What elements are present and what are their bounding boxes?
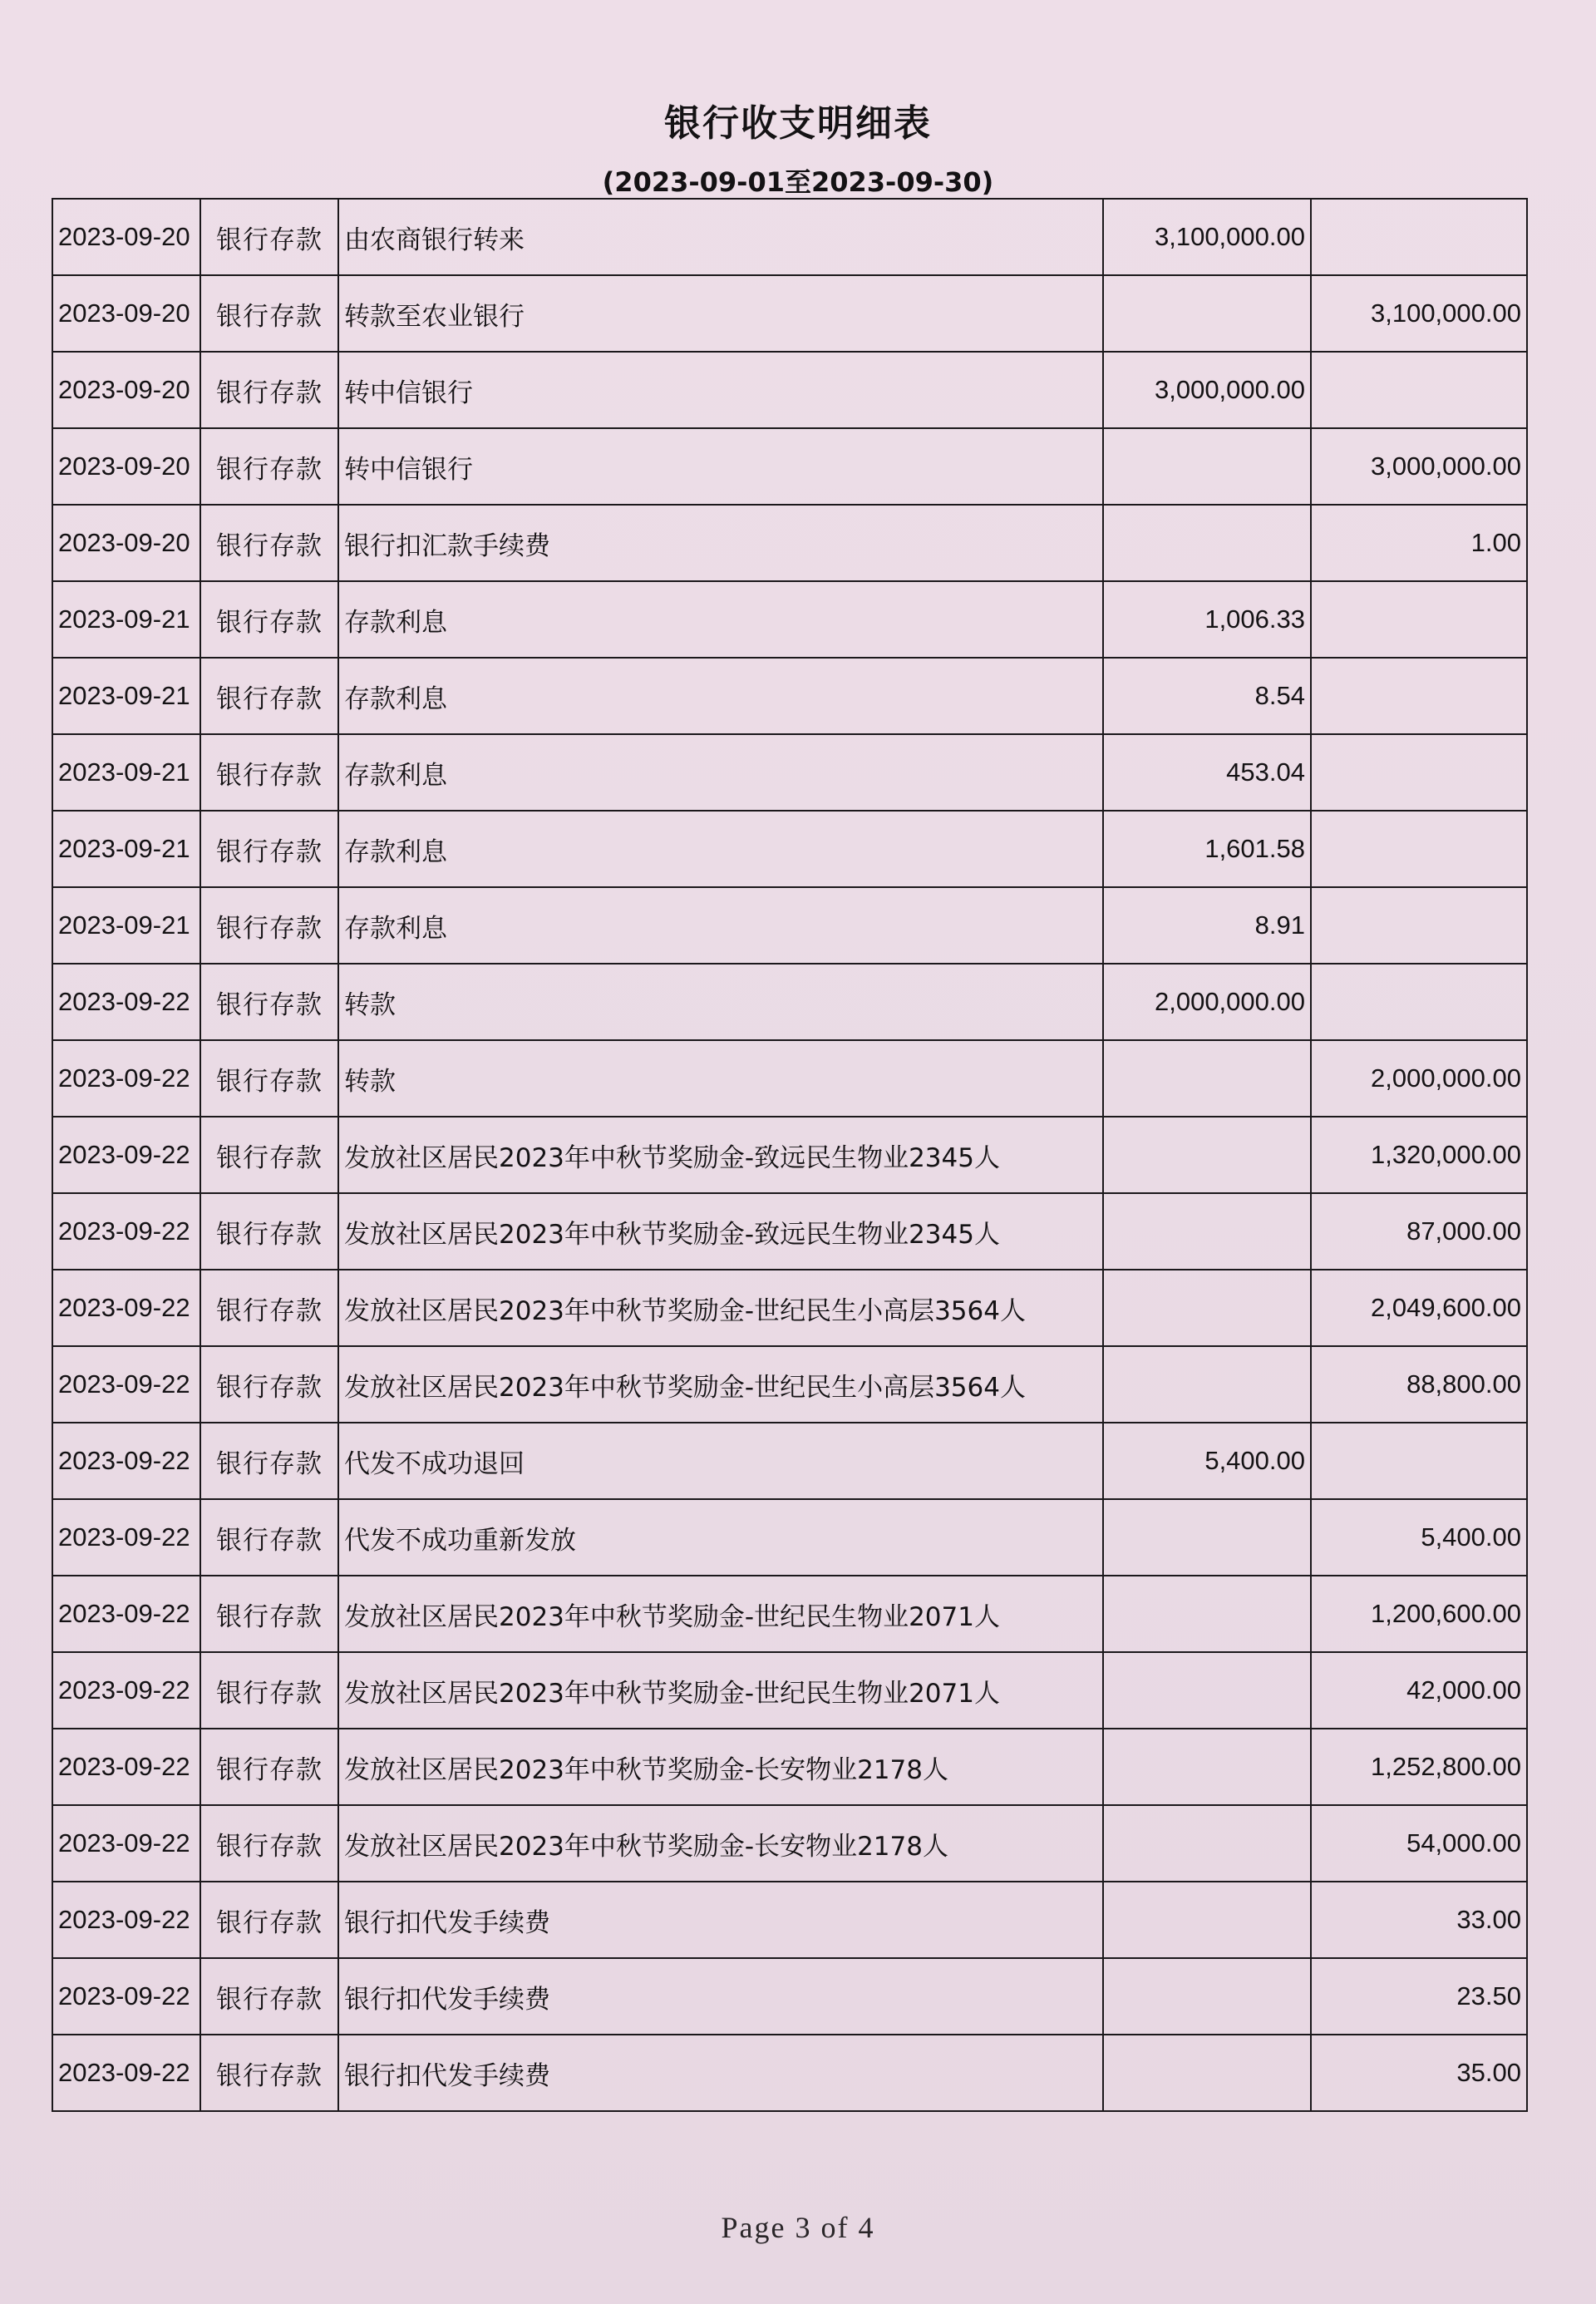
date-cell: 2023-09-20 — [52, 199, 200, 275]
date-cell: 2023-09-21 — [52, 811, 200, 887]
expense-cell: 54,000.00 — [1311, 1805, 1527, 1882]
description-cell: 银行扣代发手续费 — [338, 1882, 1103, 1958]
account-cell: 银行存款 — [200, 1958, 338, 2035]
table-row — [52, 658, 1527, 734]
ledger-table — [52, 198, 1528, 2112]
income-cell: 3,000,000.00 — [1103, 352, 1311, 428]
description-cell: 发放社区居民2023年中秋节奖励金-世纪民生物业2071人 — [338, 1652, 1103, 1729]
date-cell: 2023-09-20 — [52, 275, 200, 352]
date-cell: 2023-09-22 — [52, 1805, 200, 1882]
expense-cell — [1311, 352, 1527, 428]
date-cell: 2023-09-22 — [52, 1882, 200, 1958]
table-row — [52, 734, 1527, 811]
expense-cell: 3,100,000.00 — [1311, 275, 1527, 352]
expense-cell: 3,000,000.00 — [1311, 428, 1527, 505]
expense-cell: 23.50 — [1311, 1958, 1527, 2035]
table-row — [52, 275, 1527, 352]
table-row — [52, 428, 1527, 505]
date-cell: 2023-09-22 — [52, 1499, 200, 1576]
table-row — [52, 1729, 1527, 1805]
expense-cell: 87,000.00 — [1311, 1193, 1527, 1270]
date-cell: 2023-09-22 — [52, 1193, 200, 1270]
income-cell — [1103, 1346, 1311, 1423]
date-cell: 2023-09-22 — [52, 2035, 200, 2111]
description-cell: 转中信银行 — [338, 428, 1103, 505]
income-cell — [1103, 1882, 1311, 1958]
expense-cell: 1,200,600.00 — [1311, 1576, 1527, 1652]
account-cell: 银行存款 — [200, 199, 338, 275]
date-cell: 2023-09-22 — [52, 1270, 200, 1346]
table-row — [52, 1652, 1527, 1729]
description-cell: 存款利息 — [338, 887, 1103, 964]
description-cell: 存款利息 — [338, 811, 1103, 887]
description-cell: 发放社区居民2023年中秋节奖励金-长安物业2178人 — [338, 1805, 1103, 1882]
date-cell: 2023-09-22 — [52, 1652, 200, 1729]
expense-cell: 88,800.00 — [1311, 1346, 1527, 1423]
account-cell: 银行存款 — [200, 964, 338, 1040]
income-cell — [1103, 1805, 1311, 1882]
description-cell: 转款 — [338, 1040, 1103, 1117]
account-cell: 银行存款 — [200, 734, 338, 811]
account-cell: 银行存款 — [200, 811, 338, 887]
expense-cell — [1311, 199, 1527, 275]
account-cell: 银行存款 — [200, 1805, 338, 1882]
table-row — [52, 1499, 1527, 1576]
table-row — [52, 581, 1527, 658]
ledger-body — [52, 199, 1527, 2111]
date-cell: 2023-09-20 — [52, 428, 200, 505]
date-cell: 2023-09-22 — [52, 1346, 200, 1423]
date-cell: 2023-09-22 — [52, 964, 200, 1040]
income-cell — [1103, 1270, 1311, 1346]
table-row — [52, 2035, 1527, 2111]
description-cell: 代发不成功退回 — [338, 1423, 1103, 1499]
expense-cell: 1.00 — [1311, 505, 1527, 581]
expense-cell — [1311, 887, 1527, 964]
date-cell: 2023-09-22 — [52, 1040, 200, 1117]
account-cell: 银行存款 — [200, 275, 338, 352]
table-row — [52, 1193, 1527, 1270]
date-cell: 2023-09-22 — [52, 1958, 200, 2035]
expense-cell — [1311, 964, 1527, 1040]
description-cell: 存款利息 — [338, 581, 1103, 658]
account-cell: 银行存款 — [200, 1193, 338, 1270]
description-cell: 存款利息 — [338, 658, 1103, 734]
account-cell: 银行存款 — [200, 887, 338, 964]
account-cell: 银行存款 — [200, 1346, 338, 1423]
table-row — [52, 1958, 1527, 2035]
income-cell — [1103, 1499, 1311, 1576]
table-row — [52, 1040, 1527, 1117]
income-cell — [1103, 1117, 1311, 1193]
date-cell: 2023-09-22 — [52, 1729, 200, 1805]
date-cell: 2023-09-22 — [52, 1576, 200, 1652]
expense-cell: 35.00 — [1311, 2035, 1527, 2111]
expense-cell: 2,049,600.00 — [1311, 1270, 1527, 1346]
income-cell — [1103, 2035, 1311, 2111]
description-cell: 发放社区居民2023年中秋节奖励金-致远民生物业2345人 — [338, 1117, 1103, 1193]
table-row — [52, 1423, 1527, 1499]
income-cell: 2,000,000.00 — [1103, 964, 1311, 1040]
table-row — [52, 352, 1527, 428]
account-cell: 银行存款 — [200, 1423, 338, 1499]
description-cell: 发放社区居民2023年中秋节奖励金-世纪民生小高层3564人 — [338, 1346, 1103, 1423]
expense-cell — [1311, 1423, 1527, 1499]
account-cell: 银行存款 — [200, 1729, 338, 1805]
expense-cell: 1,320,000.00 — [1311, 1117, 1527, 1193]
description-cell: 发放社区居民2023年中秋节奖励金-致远民生物业2345人 — [338, 1193, 1103, 1270]
description-cell: 转中信银行 — [338, 352, 1103, 428]
date-cell: 2023-09-21 — [52, 658, 200, 734]
date-cell: 2023-09-22 — [52, 1117, 200, 1193]
description-cell: 转款至农业银行 — [338, 275, 1103, 352]
description-cell: 发放社区居民2023年中秋节奖励金-长安物业2178人 — [338, 1729, 1103, 1805]
income-cell — [1103, 428, 1311, 505]
account-cell: 银行存款 — [200, 1652, 338, 1729]
income-cell — [1103, 505, 1311, 581]
period-subtitle: (2023-09-01至2023-09-30) — [602, 166, 994, 198]
income-cell — [1103, 1652, 1311, 1729]
expense-cell: 42,000.00 — [1311, 1652, 1527, 1729]
income-cell: 3,100,000.00 — [1103, 199, 1311, 275]
account-cell: 银行存款 — [200, 1576, 338, 1652]
account-cell: 银行存款 — [200, 2035, 338, 2111]
table-row — [52, 1346, 1527, 1423]
account-cell: 银行存款 — [200, 581, 338, 658]
expense-cell: 33.00 — [1311, 1882, 1527, 1958]
expense-cell: 5,400.00 — [1311, 1499, 1527, 1576]
account-cell: 银行存款 — [200, 505, 338, 581]
income-cell — [1103, 1729, 1311, 1805]
description-cell: 发放社区居民2023年中秋节奖励金-世纪民生物业2071人 — [338, 1576, 1103, 1652]
account-cell: 银行存款 — [200, 658, 338, 734]
description-cell: 银行扣代发手续费 — [338, 2035, 1103, 2111]
table-row — [52, 1117, 1527, 1193]
table-row — [52, 1576, 1527, 1652]
expense-cell — [1311, 734, 1527, 811]
table-row — [52, 199, 1527, 275]
description-cell: 存款利息 — [338, 734, 1103, 811]
date-cell: 2023-09-22 — [52, 1423, 200, 1499]
account-cell: 银行存款 — [200, 352, 338, 428]
table-row — [52, 887, 1527, 964]
account-cell: 银行存款 — [200, 1270, 338, 1346]
table-row — [52, 1805, 1527, 1882]
account-cell: 银行存款 — [200, 1499, 338, 1576]
date-cell: 2023-09-21 — [52, 734, 200, 811]
account-cell: 银行存款 — [200, 428, 338, 505]
income-cell — [1103, 1576, 1311, 1652]
expense-cell: 1,252,800.00 — [1311, 1729, 1527, 1805]
account-cell: 银行存款 — [200, 1117, 338, 1193]
table-row — [52, 964, 1527, 1040]
income-cell — [1103, 275, 1311, 352]
description-cell: 发放社区居民2023年中秋节奖励金-世纪民生小高层3564人 — [338, 1270, 1103, 1346]
income-cell — [1103, 1193, 1311, 1270]
account-cell: 银行存款 — [200, 1882, 338, 1958]
income-cell: 5,400.00 — [1103, 1423, 1311, 1499]
income-cell: 453.04 — [1103, 734, 1311, 811]
expense-cell — [1311, 658, 1527, 734]
income-cell: 1,601.58 — [1103, 811, 1311, 887]
table-row — [52, 1882, 1527, 1958]
account-cell: 银行存款 — [200, 1040, 338, 1117]
income-cell — [1103, 1040, 1311, 1117]
description-cell: 转款 — [338, 964, 1103, 1040]
expense-cell — [1311, 581, 1527, 658]
description-cell: 银行扣汇款手续费 — [338, 505, 1103, 581]
table-row — [52, 811, 1527, 887]
income-cell: 8.54 — [1103, 658, 1311, 734]
income-cell — [1103, 1958, 1311, 2035]
description-cell: 代发不成功重新发放 — [338, 1499, 1103, 1576]
page-title: 银行收支明细表 — [664, 102, 932, 145]
expense-cell: 2,000,000.00 — [1311, 1040, 1527, 1117]
table-row — [52, 505, 1527, 581]
description-cell: 由农商银行转来 — [338, 199, 1103, 275]
date-cell: 2023-09-21 — [52, 887, 200, 964]
date-cell: 2023-09-20 — [52, 352, 200, 428]
income-cell: 8.91 — [1103, 887, 1311, 964]
table-row — [52, 1270, 1527, 1346]
income-cell: 1,006.33 — [1103, 581, 1311, 658]
page-footer: Page 3 of 4 — [721, 2211, 875, 2244]
date-cell: 2023-09-20 — [52, 505, 200, 581]
description-cell: 银行扣代发手续费 — [338, 1958, 1103, 2035]
expense-cell — [1311, 811, 1527, 887]
date-cell: 2023-09-21 — [52, 581, 200, 658]
